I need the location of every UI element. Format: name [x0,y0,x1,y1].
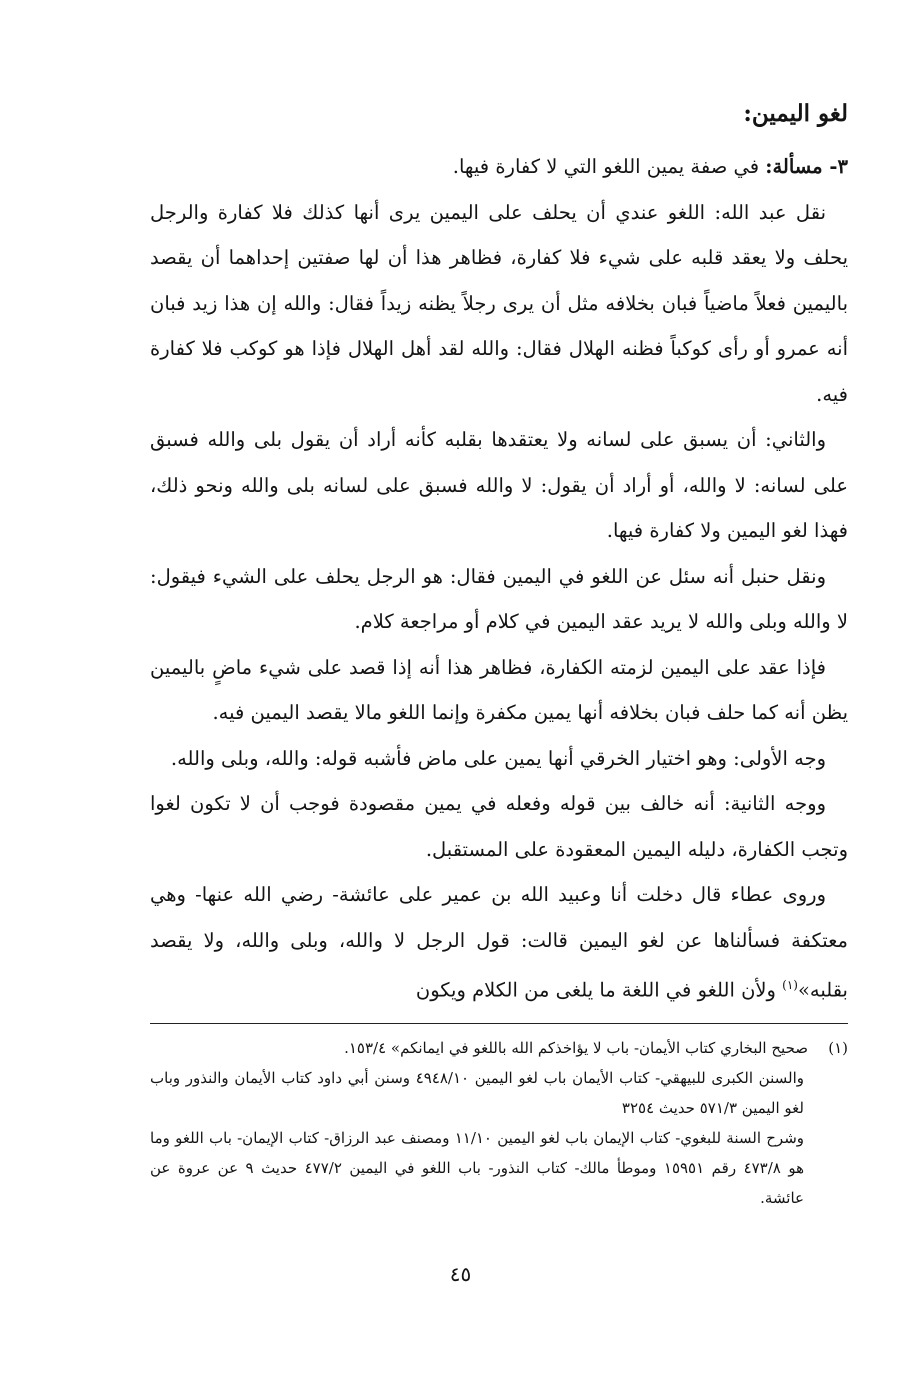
footnote-line-3: وشرح السنة للبغوي- كتاب الإيمان باب لغو اليمين ١١/١٠ ومصنف عبد الرزاق- كتاب الإيمان- باب اللغو وما هو ٤٧٣/٨ رقم ١٥٩٥١ وموطأ مالك- كتاب النذور- باب اللغو في اليمين ٤٧٧/٢ حديث ٩ عن عروة عن عائشة. [150,1129,805,1207]
paragraph-4: ونقل حنبل أنه سئل عن اللغو في اليمين فقال: هو الرجل يحلف على الشيء فيقول: لا والله وبلى والله لا يريد عقد اليمين في كلام أو مراجعة كلام. [150,564,848,633]
paragraph-5: فإذا عقد على اليمين لزمته الكفارة، فظاهر هذا أنه إذا قصد على شيء ماضٍ باليمين يظن أنه كما حلف فبان بخلافه أنها يمين مكفرة وإنما اللغو مالا يقصد اليمين فيه. [150,655,848,724]
footnote-reference[interactable]: (١) [782,978,798,992]
footnote-line-1 [150,1033,848,1063]
footnote-number: (١) [828,1039,848,1057]
paragraph-3: والثاني: أن يسبق على لسانه ولا يعتقدها بقلبه كأنه أراد أن يقول بلى والله فسبق على لسانه: لا والله، أو أراد أن يقول: لا والله فسبق على لسانه بلى والله ونحو ذلك، فهذا لغو اليمين ولا كفارة فيها. [150,428,848,542]
paragraph-1-lead: ٣- مسألة: [765,155,848,178]
paragraph-7: ووجه الثانية: أنه خالف بين قوله وفعله في يمين مقصودة فوجب أن لا تكون لغوا وتجب الكفارة، دليله اليمين المعقودة على المستقبل. [150,792,848,861]
page-body [150,96,848,1013]
footnote-line-2: والسنن الكبرى للبيهقي- كتاب الأيمان باب لغو اليمين ٤٩٤٨/١٠ وسنن أبي داود كتاب الأيمان والنذور وباب لغو اليمين ٥٧١/٣ حديث ٣٢٥٤ [150,1069,804,1117]
paragraph-8-tail: ولأن اللغو في اللغة ما يلغى من الكلام ويكون [415,978,783,1002]
paragraph-2: نقل عبد الله: اللغو عندي أن يحلف على اليمين يرى أنها كذلك فلا كفارة والرجل يحلف ولا يعقد قلبه على شيء فلا كفارة، فظاهر هذا أن لها صفتين إحداهما أن يقصد باليمين فعلاً ماضياً فبان بخلافه مثل أن يرى رجلاً يظنه زيداً فقال: والله إن هذا زيد فبان أنه عمرو أو رأى كوكباً فظنه الهلال فقال: والله لقد أهل الهلال فإذا هو كوكب فلا كفارة فيه. [150,200,848,406]
paragraph-8 [150,872,848,1013]
paragraph-8-text: وروى عطاء قال دخلت أنا وعبيد الله بن عمير على عائشة- رضي الله عنها- وهي معتكفة فسألناها عن لغو اليمين قالت: قول الرجل لا والله، وبلى والله، ولا يقصد بقلبه» [150,883,848,1002]
page-number: ٤٥ [449,1262,472,1286]
footnotes [150,1033,848,1213]
paragraph-1-text: في صفة يمين اللغو التي لا كفارة فيها. [452,155,766,178]
footnote-divider [150,1023,848,1024]
paragraph-1 [150,144,848,190]
paragraph-6: وجه الأولى: وهو اختيار الخرقي أنها يمين على ماض فأشبه قوله: والله، وبلى والله. [170,746,826,770]
footnote-line-1-text: صحيح البخاري كتاب الأيمان- باب لا يؤاخذكم الله باللغو في ايمانكم» ١٥٣/٤. [344,1039,808,1057]
section-heading: لغو اليمين: [743,100,848,127]
